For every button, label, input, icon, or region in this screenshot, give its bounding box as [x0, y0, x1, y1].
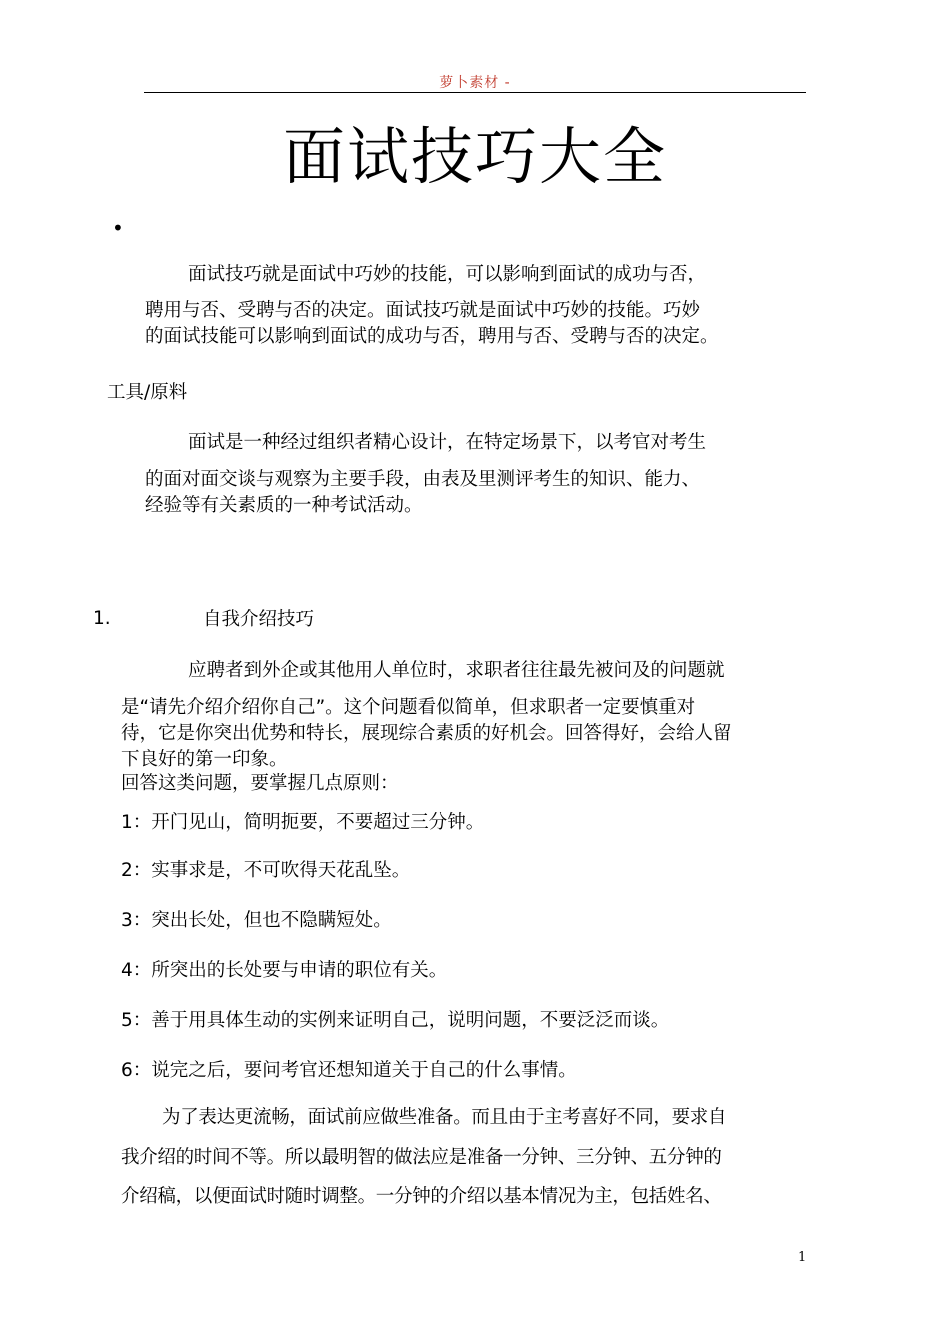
tools-line-3: 经验等有关素质的一种考试活动。 — [145, 495, 423, 516]
principle-item: 6：说完之后，要问考官还想知道关于自己的什么事情。 — [121, 1060, 577, 1081]
section-p1-line-5: 回答这类问题，要掌握几点原则： — [121, 773, 399, 794]
principle-item: 2：实事求是，不可吹得天花乱坠。 — [121, 860, 411, 881]
tools-heading: 工具/原料 — [107, 382, 188, 403]
intro-line-1: 面试技巧就是面试中巧妙的技能，可以影响到面试的成功与否， — [188, 264, 707, 285]
page-number: 1 — [798, 1250, 807, 1265]
page-header: 萝卜素材 - — [439, 75, 511, 91]
section-p2-line-3: 介绍稿，以便面试时随时调整。一分钟的介绍以基本情况为主，包括姓名、 — [121, 1186, 722, 1207]
intro-line-3: 的面试技能可以影响到面试的成功与否，聘用与否、受聘与否的决定。 — [145, 326, 719, 347]
section-p1-line-2: 是“请先介绍介绍你自己”。这个问题看似简单，但求职者一定要慎重对 — [121, 697, 696, 718]
section-p1-line-1: 应聘者到外企或其他用人单位时，求职者往往最先被问及的问题就 — [188, 660, 725, 681]
principle-item: 1：开门见山，简明扼要，不要超过三分钟。 — [121, 812, 485, 833]
tools-line-2: 的面对面交谈与观察为主要手段，由表及里测评考生的知识、能力、 — [145, 469, 701, 490]
section-number: 1. — [93, 608, 111, 629]
section-p1-line-3: 待，它是你突出优势和特长，展现综合素质的好机会。回答得好，会给人留 — [121, 723, 732, 744]
section-heading: 自我介绍技巧 — [203, 609, 315, 630]
section-p2-line-2: 我介绍的时间不等。所以最明智的做法应是准备一分钟、三分钟、五分钟的 — [121, 1147, 722, 1168]
principle-item: 3：突出长处，但也不隐瞒短处。 — [121, 910, 392, 931]
document-title: 面试技巧大全 — [282, 120, 667, 193]
tools-line-1: 面试是一种经过组织者精心设计，在特定场景下，以考官对考生 — [188, 432, 707, 453]
header-divider — [144, 92, 806, 93]
principle-item: 5：善于用具体生动的实例来证明自己，说明问题，不要泛泛而谈。 — [121, 1010, 670, 1031]
section-p2-line-1: 为了表达更流畅，面试前应做些准备。而且由于主考喜好不同，要求自 — [162, 1107, 727, 1128]
principle-item: 4：所突出的长处要与申请的职位有关。 — [121, 960, 448, 981]
section-p1-line-4: 下良好的第一印象。 — [121, 749, 288, 770]
bullet-marker: • — [112, 216, 124, 240]
intro-line-2: 聘用与否、受聘与否的决定。面试技巧就是面试中巧妙的技能。巧妙 — [145, 300, 701, 321]
